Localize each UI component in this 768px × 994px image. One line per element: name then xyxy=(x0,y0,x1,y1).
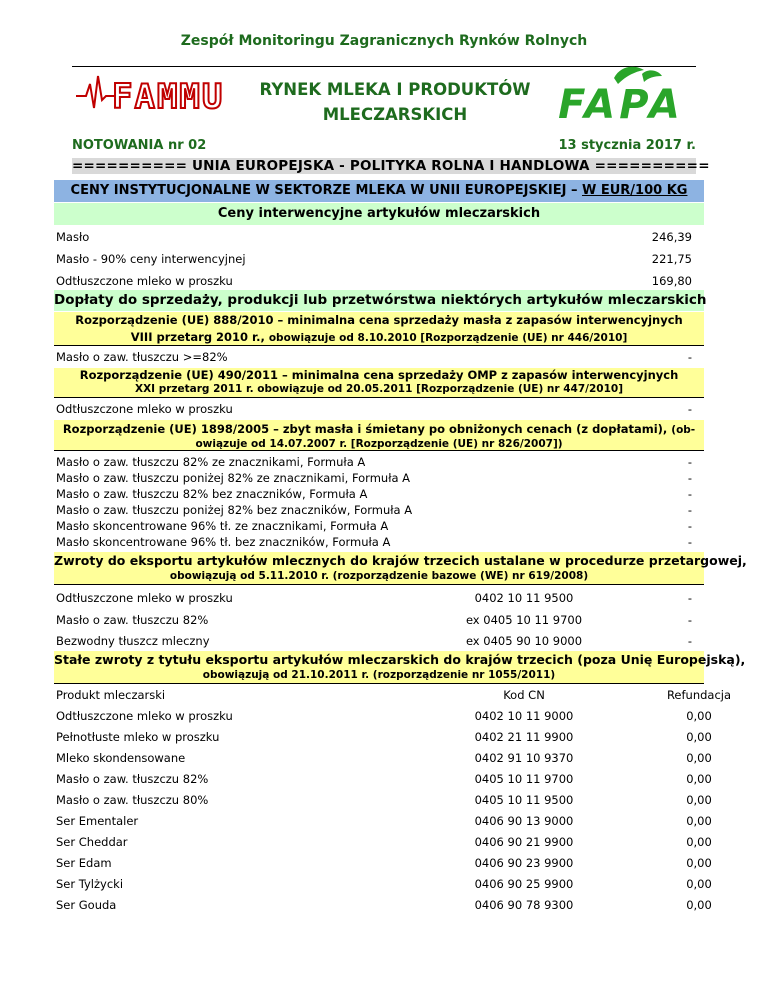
intervention-prices-subheader: Ceny interwencyjne artykułów mleczarskich xyxy=(54,203,704,225)
table-row: Ser Gouda 0406 90 78 9300 0,00 xyxy=(56,898,712,912)
table-row: Masło o zaw. tłuszczu poniżej 82% bez znaczników, Formuła A - xyxy=(56,503,692,517)
regulation-888-box: Rozporządzenie (UE) 888/2010 – minimalna cena sprzedaży masła z zapasów interwencyjnych VIII przetarg 2010 r., obowiązuje od 8.10.2010 [Rozporządzenie (UE) nr 446/2010] xyxy=(54,312,704,346)
report-title-line1: RYNEK MLEKA I PRODUKTÓW xyxy=(259,80,531,99)
svg-text:FAMMU: FAMMU xyxy=(112,77,225,116)
report-title-line2: MLECZARSKICH xyxy=(322,105,468,124)
table-row: Pełnotłuste mleko w proszku 0402 21 11 9900 0,00 xyxy=(56,730,712,744)
table-row: Mleko skondensowane 0402 91 10 9370 0,00 xyxy=(56,751,712,765)
table-row: Masło skoncentrowane 96% tł. ze znacznikami, Formuła A - xyxy=(56,519,692,533)
table-row: Ser Edam 0406 90 23 9900 0,00 xyxy=(56,856,712,870)
table-row: Odtłuszczone mleko w proszku - xyxy=(56,402,692,416)
fixed-export-refunds-header: Stałe zwroty z tytułu eksportu artykułów mleczarskich do krajów trzecich (poza Unię Europejską), obowiązują od 21.10.2011 r. (rozporządzenie nr 1055/2011) xyxy=(54,651,704,684)
table-row: Ser Ementaler 0406 90 13 9000 0,00 xyxy=(56,814,712,828)
table-row: Masło o zaw. tłuszczu 82% bez znaczników, Formuła A - xyxy=(56,487,692,501)
svg-text:FAPA: FAPA xyxy=(558,82,684,122)
table-row: Bezwodny tłuszcz mleczny ex 0405 90 10 9000 - xyxy=(56,634,692,648)
fapa-logo xyxy=(546,64,696,122)
table-row: Ser Tylżycki 0406 90 25 9900 0,00 xyxy=(56,877,712,891)
table-header-row xyxy=(54,687,732,703)
leaf-icon xyxy=(642,70,662,82)
regulation-1898-box: Rozporządzenie (UE) 1898/2005 – zbyt masła i śmietany po obniżonych cenach (z dopłatami), (ob- owiązuje od 14.07.2007 r. [Rozporządzenie (UE) nr 826/2007]) xyxy=(54,420,704,451)
table-row: Masło o zaw. tłuszczu poniżej 82% ze znacznikami, Formuła A - xyxy=(56,471,692,485)
column-header-refund: Refundacja xyxy=(666,688,732,702)
table-row: Masło o zaw. tłuszczu >=82% - xyxy=(56,350,692,364)
table-row: Odtłuszczone mleko w proszku 0402 10 11 9500 - xyxy=(56,591,692,605)
table-row: Masło 246,39 xyxy=(56,230,692,244)
table-row: Masło skoncentrowane 96% tł. bez znaczników, Formuła A - xyxy=(56,535,692,549)
table-row: Odtłuszczone mleko w proszku 169,80 xyxy=(56,274,692,288)
table-row: Ser Cheddar 0406 90 21 9900 0,00 xyxy=(56,835,712,849)
column-header-cn-code: Kod CN xyxy=(503,688,545,702)
table-row: Masło o zaw. tłuszczu 80% 0405 10 11 9500 0,00 xyxy=(56,793,712,807)
table-row: Odtłuszczone mleko w proszku 0402 10 11 9000 0,00 xyxy=(56,709,712,723)
tender-export-refunds-header: Zwroty do eksportu artykułów mlecznych do krajów trzecich ustalane w procedurze przetargowej, obowiązują od 5.11.2010 r. (rozporządzenie bazowe (WE) nr 619/2008) xyxy=(54,552,704,585)
issue-date: 13 stycznia 2017 r. xyxy=(558,138,696,153)
table-row: Masło o zaw. tłuszczu 82% ex 0405 10 11 9700 - xyxy=(56,613,692,627)
column-header-product: Produkt mleczarski xyxy=(56,688,166,702)
subsidies-header: Dopłaty do sprzedaży, produkcji lub przetwórstwa niektórych artykułów mleczarskich xyxy=(54,290,704,311)
table-row: Masło o zaw. tłuszczu 82% ze znacznikami, Formuła A - xyxy=(56,455,692,469)
fammu-logo xyxy=(76,70,254,116)
table-row: Masło - 90% ceny interwencyjnej 221,75 xyxy=(56,252,692,266)
table-row: Masło o zaw. tłuszczu 82% 0405 10 11 9700 0,00 xyxy=(56,772,712,786)
regulation-490-box: Rozporządzenie (UE) 490/2011 – minimalna cena sprzedaży OMP z zapasów interwencyjnych XXI przetarg 2011 r. obowiązuje od 20.05.2011 [Rozporządzenie (UE) nr 447/2010] xyxy=(54,368,704,398)
issue-number: NOTOWANIA nr 02 xyxy=(72,138,207,153)
institutional-prices-header: CENY INSTYTUCJONALNE W SEKTORZE MLEKA W UNII EUROPEJSKIEJ – W EUR/100 KG xyxy=(54,180,704,202)
section-banner: ========== UNIA EUROPEJSKA - POLITYKA ROLNA I HANDLOWA ========== xyxy=(72,158,710,174)
organization-title: Zespół Monitoringu Zagranicznych Rynków Rolnych xyxy=(180,33,588,49)
